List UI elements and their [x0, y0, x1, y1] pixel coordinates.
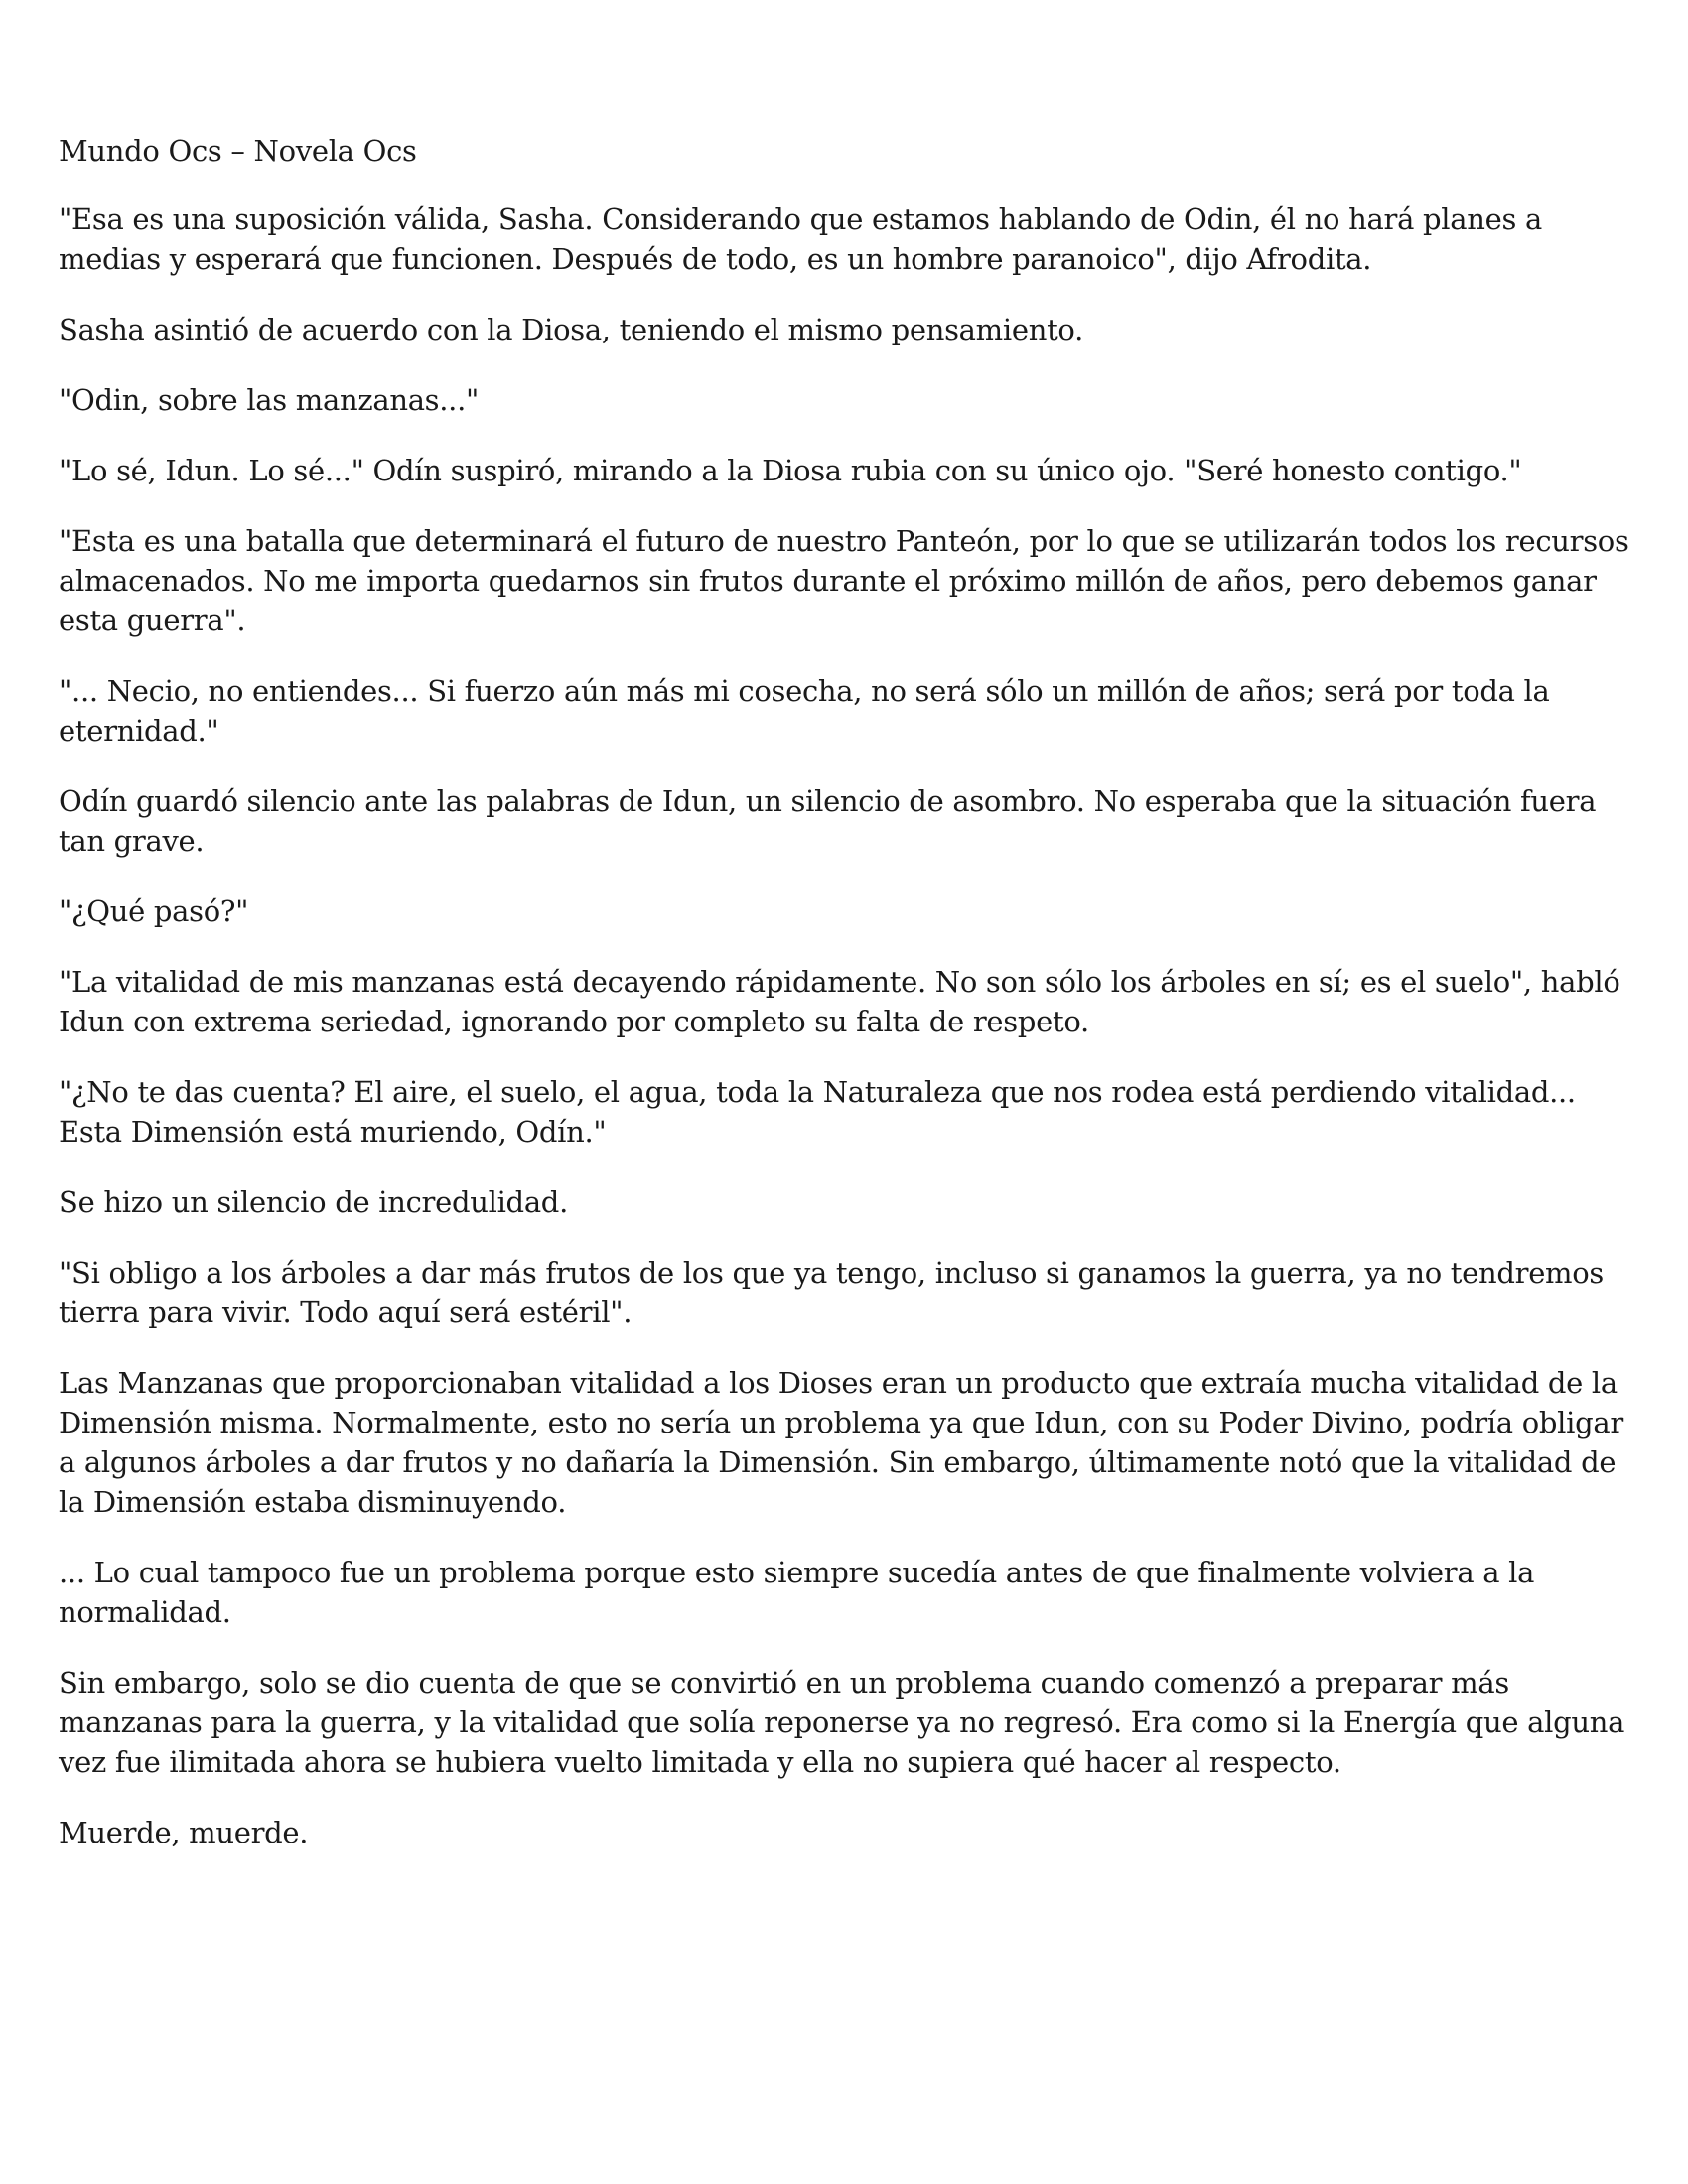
paragraph: Odín guardó silencio ante las palabras de Idun, un silencio de asombro. No esperaba que la situación fuera tan grave.: [59, 784, 1597, 858]
paragraph: Las Manzanas que proporcionaban vitalidad a los Dioses eran un producto que extraía mucha vitalidad de la Dimensión misma. Normalmente, esto no sería un problema ya que Idun, con su Poder Divino, podría obligar a algunos árboles a dar frutos y no dañaría la Dimensión. Sin embargo, últimamente notó que la vitalidad de la Dimensión estaba disminuyendo.: [59, 1366, 1623, 1519]
paragraph: "... Necio, no entiendes... Si fuerzo aún más mi cosecha, no será sólo un millón de años; será por toda la eternidad.": [59, 674, 1550, 748]
paragraph: "¿Qué pasó?": [59, 894, 249, 928]
paragraph: "Lo sé, Idun. Lo sé..." Odín suspiró, mirando a la Diosa rubia con su único ojo. "Seré honesto contigo.": [59, 454, 1522, 487]
paragraph: "Si obligo a los árboles a dar más frutos de los que ya tengo, incluso si ganamos la guerra, ya no tendremos tierra para vivir. Todo aquí será estéril".: [59, 1256, 1605, 1329]
paragraph: "Esta es una batalla que determinará el futuro de nuestro Panteón, por lo que se utilizarán todos los recursos almacenados. No me importa quedarnos sin frutos durante el próximo millón de años, pero debemos ganar esta guerra".: [59, 524, 1629, 637]
paragraph: "La vitalidad de mis manzanas está decayendo rápidamente. No son sólo los árboles en sí; es el suelo", habló Idun con extrema seriedad, ignorando por completo su falta de respeto.: [59, 965, 1620, 1038]
paragraph: Sasha asintió de acuerdo con la Diosa, teniendo el mismo pensamiento.: [59, 313, 1083, 346]
paragraph: ... Lo cual tampoco fue un problema porque esto siempre sucedía antes de que finalmente volviera a la normalidad.: [59, 1556, 1535, 1629]
paragraph: Sin embargo, solo se dio cuenta de que se convirtió en un problema cuando comenzó a preparar más manzanas para la guerra, y la vitalidad que solía reponerse ya no regresó. Era como si la Energía que alguna vez fue ilimitada ahora se hubiera vuelto limitada y ella no supiera qué hacer al respecto.: [59, 1666, 1625, 1779]
document-body: [59, 131, 1647, 1883]
paragraph: Muerde, muerde.: [59, 1816, 309, 1849]
paragraph: "¿No te das cuenta? El aire, el suelo, el agua, toda la Naturaleza que nos rodea está perdiendo vitalidad... Esta Dimensión está muriendo, Odín.": [59, 1075, 1576, 1149]
paragraph: Se hizo un silencio de incredulidad.: [59, 1185, 568, 1219]
paragraph: "Odin, sobre las manzanas...": [59, 383, 480, 417]
document-header: Mundo Ocs – Novela Ocs: [59, 134, 417, 168]
paragraph: "Esa es una suposición válida, Sasha. Considerando que estamos hablando de Odin, él no hará planes a medias y esperará que funcionen. Después de todo, es un hombre paranoico", dijo Afrodita.: [59, 203, 1542, 276]
